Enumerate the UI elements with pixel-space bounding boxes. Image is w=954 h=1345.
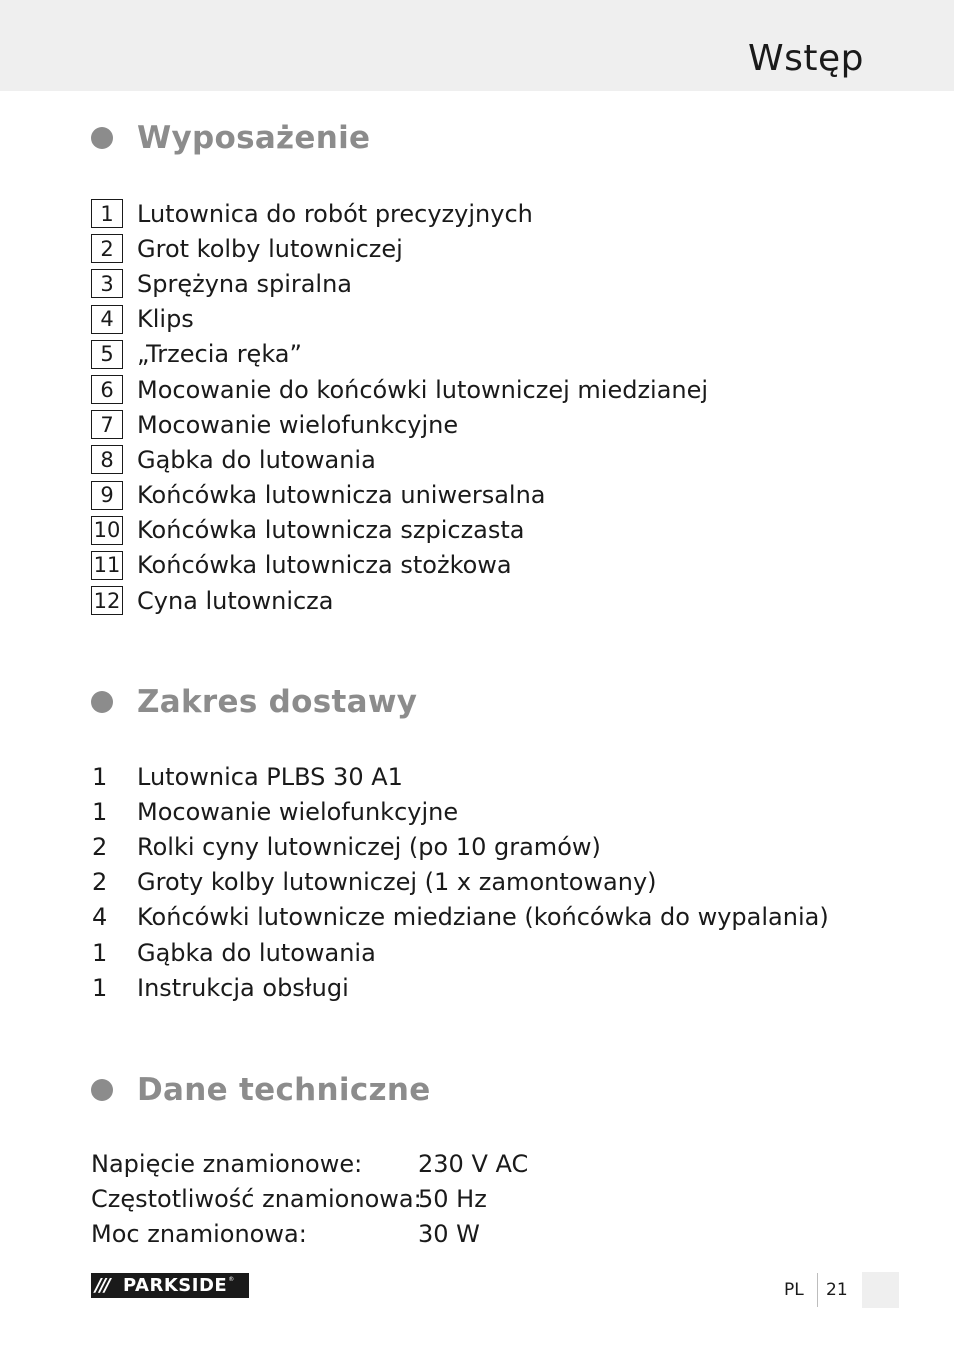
item-label: Rolki cyny lutowniczej (po 10 gramów) bbox=[137, 832, 601, 861]
list-item bbox=[91, 970, 829, 1005]
list-item bbox=[91, 337, 708, 372]
list-item bbox=[91, 513, 708, 548]
item-label: Mocowanie do końcówki lutowniczej miedzianej bbox=[137, 375, 709, 404]
page-number: 21 bbox=[826, 1280, 848, 1300]
list-item bbox=[91, 829, 829, 864]
list-item bbox=[91, 935, 829, 970]
list-item bbox=[91, 794, 829, 829]
item-label: Końcówka lutownicza stożkowa bbox=[137, 551, 512, 580]
item-number-box: 1 bbox=[91, 199, 123, 228]
item-label: Klips bbox=[137, 305, 194, 334]
page-title: Wstęp bbox=[748, 38, 864, 79]
spec-value: 30 W bbox=[418, 1219, 480, 1248]
item-label: Gąbka do lutowania bbox=[137, 445, 376, 474]
list-item bbox=[91, 865, 829, 900]
list-item bbox=[91, 266, 708, 301]
list-item bbox=[91, 231, 708, 266]
item-label: Sprężyna spiralna bbox=[137, 269, 353, 298]
item-number-box: 4 bbox=[91, 305, 123, 334]
technical-data-table bbox=[91, 1146, 528, 1251]
item-number-box: 7 bbox=[91, 410, 123, 439]
registered-mark: ® bbox=[228, 1276, 235, 1283]
section-title: Dane techniczne bbox=[137, 1072, 431, 1108]
item-number-box: 12 bbox=[91, 586, 123, 615]
bullet-icon bbox=[91, 1079, 113, 1101]
item-quantity: 1 bbox=[92, 938, 108, 967]
item-quantity: 1 bbox=[92, 762, 108, 791]
equipment-list bbox=[91, 196, 708, 618]
footer-divider bbox=[817, 1273, 818, 1307]
section-equipment-heading bbox=[91, 120, 370, 156]
spec-value: 230 V AC bbox=[418, 1149, 529, 1178]
item-quantity: 2 bbox=[92, 868, 108, 897]
item-label: Lutownica do robót precyzyjnych bbox=[137, 199, 533, 228]
list-item bbox=[91, 900, 829, 935]
list-item bbox=[91, 302, 708, 337]
list-item bbox=[91, 583, 708, 618]
item-label: Cyna lutownicza bbox=[137, 586, 334, 615]
item-number-box: 10 bbox=[91, 516, 123, 545]
list-item bbox=[91, 478, 708, 513]
table-row bbox=[91, 1216, 528, 1251]
language-code: PL bbox=[784, 1280, 804, 1300]
list-item bbox=[91, 372, 708, 407]
item-label: Mocowanie wielofunkcyjne bbox=[137, 797, 459, 826]
item-quantity: 4 bbox=[92, 903, 108, 932]
item-label: Końcówki lutownicze miedziane (końcówka do wypalania) bbox=[137, 903, 829, 932]
spec-label: Moc znamionowa: bbox=[91, 1219, 307, 1248]
spec-label: Częstotliwość znamionowa: bbox=[91, 1184, 422, 1213]
item-label: Grot kolby lutowniczej bbox=[137, 234, 403, 263]
footer-tab bbox=[862, 1272, 899, 1308]
list-item bbox=[91, 196, 708, 231]
item-number-box: 8 bbox=[91, 445, 123, 474]
spec-value: 50 Hz bbox=[418, 1184, 487, 1213]
logo-text: PARKSIDE bbox=[123, 1275, 228, 1296]
section-technical-heading bbox=[91, 1072, 431, 1108]
section-title: Zakres dostawy bbox=[137, 684, 418, 720]
item-label: Końcówka lutownicza uniwersalna bbox=[137, 481, 546, 510]
list-item bbox=[91, 442, 708, 477]
item-number-box: 6 bbox=[91, 375, 123, 404]
section-title: Wyposażenie bbox=[137, 120, 371, 156]
item-number-box: 5 bbox=[91, 340, 123, 369]
item-label: Mocowanie wielofunkcyjne bbox=[137, 410, 459, 439]
bullet-icon bbox=[91, 691, 113, 713]
item-number-box: 9 bbox=[91, 481, 123, 510]
table-row bbox=[91, 1146, 528, 1181]
list-item bbox=[91, 548, 708, 583]
list-item bbox=[91, 407, 708, 442]
section-delivery-heading bbox=[91, 684, 417, 720]
item-quantity: 1 bbox=[92, 973, 108, 1002]
item-label: Groty kolby lutowniczej (1 x zamontowany) bbox=[137, 868, 657, 897]
delivery-list bbox=[91, 759, 829, 1005]
item-label: Gąbka do lutowania bbox=[137, 938, 376, 967]
parkside-logo bbox=[91, 1273, 249, 1298]
item-number-box: 11 bbox=[91, 551, 123, 580]
item-label: Końcówka lutownicza szpiczasta bbox=[137, 516, 525, 545]
item-label: Lutownica PLBS 30 A1 bbox=[137, 762, 403, 791]
list-item bbox=[91, 759, 829, 794]
item-number-box: 2 bbox=[91, 234, 123, 263]
spec-label: Napięcie znamionowe: bbox=[91, 1149, 363, 1178]
item-quantity: 2 bbox=[92, 832, 108, 861]
bullet-icon bbox=[91, 127, 113, 149]
item-label: Instrukcja obsługi bbox=[137, 973, 349, 1002]
item-label: „Trzecia ręka” bbox=[137, 340, 302, 369]
table-row bbox=[91, 1181, 528, 1216]
item-quantity: 1 bbox=[92, 797, 108, 826]
logo-slashes: /// bbox=[95, 1275, 109, 1296]
item-number-box: 3 bbox=[91, 269, 123, 298]
